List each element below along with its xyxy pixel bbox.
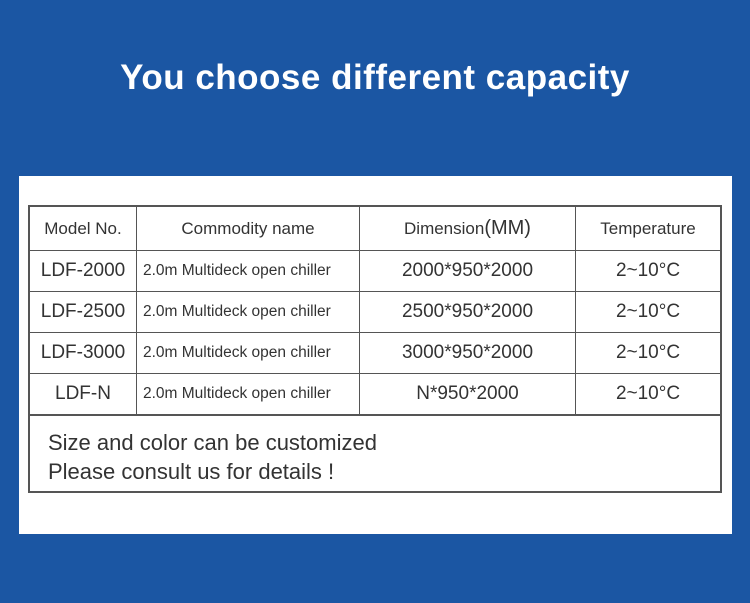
model-cell: LDF-N	[30, 374, 137, 415]
dimension-cell: 2000*950*2000	[360, 251, 576, 292]
customization-note	[30, 415, 720, 493]
header-temperature: Temperature	[576, 207, 721, 251]
dimension-cell: N*950*2000	[360, 374, 576, 415]
table-row	[30, 333, 720, 374]
name-cell: 2.0m Multideck open chiller	[137, 292, 360, 333]
table-header-row	[30, 207, 720, 251]
capacity-table	[30, 207, 720, 415]
note-line-consult: Please consult us for details !	[48, 459, 335, 484]
name-cell: 2.0m Multideck open chiller	[137, 374, 360, 415]
temperature-cell: 2~10°C	[576, 292, 721, 333]
table-row	[30, 251, 720, 292]
header-model: Model No.	[30, 207, 137, 251]
spec-card	[19, 176, 732, 534]
table-row	[30, 374, 720, 415]
name-cell: 2.0m Multideck open chiller	[137, 251, 360, 292]
temperature-cell: 2~10°C	[576, 251, 721, 292]
name-cell: 2.0m Multideck open chiller	[137, 333, 360, 374]
header-dimension-unit: (MM)	[484, 217, 531, 239]
model-cell: LDF-3000	[30, 333, 137, 374]
spec-table	[28, 205, 722, 493]
header-commodity-name: Commodity name	[137, 207, 360, 251]
table-row	[30, 292, 720, 333]
header-dimension	[360, 207, 576, 251]
header-dimension-label: Dimension	[404, 219, 485, 238]
temperature-cell: 2~10°C	[576, 374, 721, 415]
page-title: You choose different capacity	[120, 58, 630, 97]
model-cell: LDF-2000	[30, 251, 137, 292]
dimension-cell: 2500*950*2000	[360, 292, 576, 333]
temperature-cell: 2~10°C	[576, 333, 721, 374]
note-line-customized: Size and color can be customized	[48, 430, 377, 455]
model-cell: LDF-2500	[30, 292, 137, 333]
dimension-cell: 3000*950*2000	[360, 333, 576, 374]
